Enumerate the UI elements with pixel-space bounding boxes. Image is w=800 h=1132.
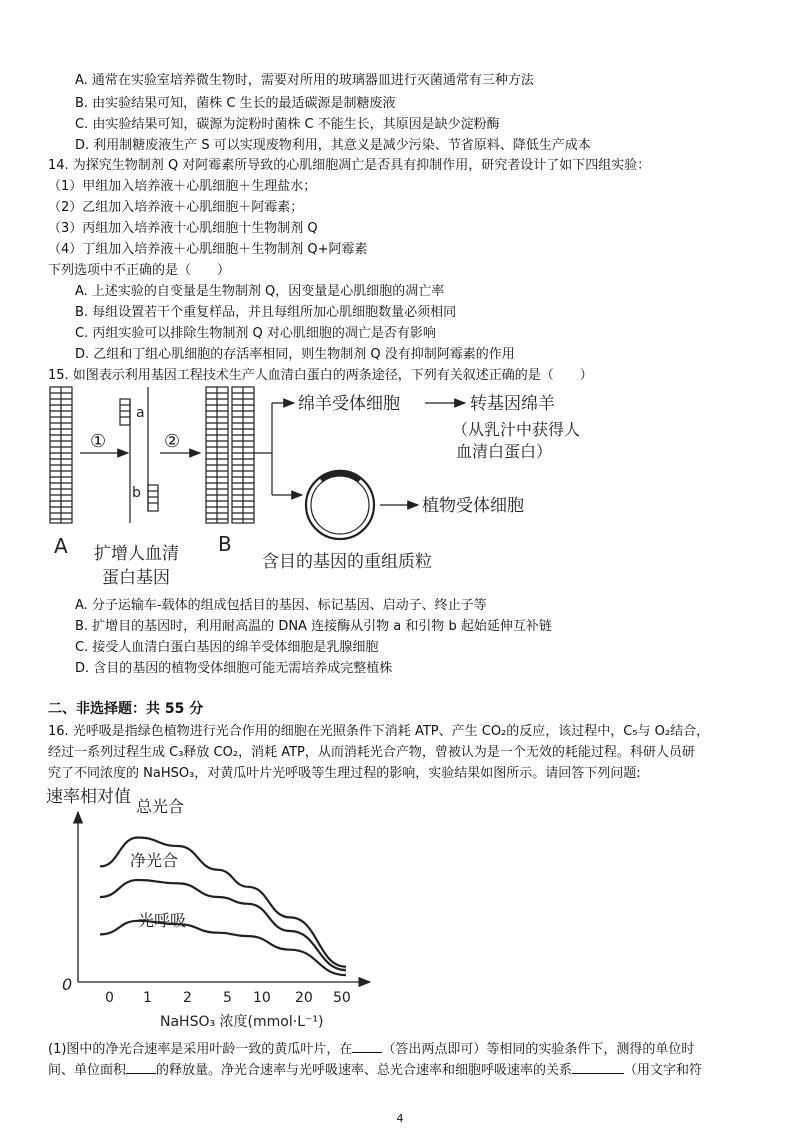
series-line-1 — [100, 880, 346, 970]
x-tick-label: 10 — [253, 990, 271, 1006]
q15-option-a: A. 分子运输车-载体的组成包括目的基因、标记基因、启动子、终止子等 — [75, 598, 487, 613]
gene-engineering-figure — [40, 385, 600, 595]
recombinant-plasmid — [306, 471, 374, 539]
step1-label: ① — [90, 431, 107, 452]
q16-sub1-e: （用文字和符 — [624, 1063, 703, 1078]
q16-sub1-b: （答出两点即可）等相同的实验条件下，测得的单位时 — [382, 1042, 695, 1057]
label-a: A — [54, 534, 68, 558]
q14-prompt: 下列选项中不正确的是（ ） — [48, 263, 231, 278]
plasmid-label: 含目的基因的重组质粒 — [262, 552, 432, 572]
branch-lines — [254, 403, 302, 495]
q15-option-b: B. 扩增目的基因时，利用耐高温的 DNA 连接酶从引物 a 和引物 b 起始延伸互补链 — [75, 619, 552, 634]
label-b: B — [218, 532, 232, 556]
milk-line1: （从乳汁中获得人 — [452, 420, 581, 439]
q14-option-b: B. 每组设置若干个重复样品，并且每组所加心肌细胞数量必须相同 — [75, 305, 457, 320]
primer-a-label: a — [136, 405, 145, 421]
q13-option-b: B. 由实验结果可知，菌株 C 生长的最适碳源是制糖废液 — [75, 96, 396, 111]
q14-option-a: A. 上述实验的自变量是生物制剂 Q，因变量是心肌细胞的凋亡率 — [75, 284, 445, 299]
dna-a-ladder — [50, 387, 72, 523]
x-tick-label: 2 — [183, 990, 192, 1006]
photorespiration-chart — [40, 782, 380, 1032]
q16-sub1-c: 间、单位面积 — [48, 1063, 127, 1078]
q13-option-a: A. 通常在实验室培养微生物时，需要对所用的玻璃器皿进行灭菌通常有三种方法 — [75, 73, 534, 88]
x-tick-label: 0 — [105, 990, 114, 1006]
q15-option-d: D. 含目的基因的植物受体细胞可能无需培养成完整植株 — [75, 661, 393, 676]
q16-line2: 经过一系列过程生成 C₃释放 CO₂，消耗 ATP，从而消耗光合产物，曾被认为是一个无效的耗能过程。科研人员研 — [48, 745, 695, 760]
section-2-title: 二、非选择题：共 55 分 — [48, 701, 204, 717]
q14-group-2: （2）乙组加入培养液＋心肌细胞＋阿霉素； — [48, 200, 304, 215]
q14-group-1: （1）甲组加入培养液＋心肌细胞＋生理盐水； — [48, 179, 317, 194]
blank-3[interactable] — [572, 1061, 624, 1074]
amplify-line2: 蛋白基因 — [102, 568, 170, 588]
blank-2[interactable] — [126, 1061, 156, 1074]
q16-sub1-d: 的释放量。净光合速率与光呼吸速率、总光合速率和细胞呼吸速率的关系 — [156, 1063, 573, 1078]
q16-line3: 究了不同浓度的 NaHSO₃，对黄瓜叶片光呼吸等生理过程的影响，实验结果如图所示。请回答下列问题: — [48, 766, 641, 781]
series-label-1: 净光合 — [130, 851, 179, 870]
chart-ylabel: 速率相对值 — [46, 787, 131, 807]
dna-b-ladder — [206, 387, 254, 523]
plant-cell-label: 植物受体细胞 — [422, 496, 524, 516]
q15-option-c: C. 接受人血清白蛋白基因的绵羊受体细胞是乳腺细胞 — [75, 640, 379, 655]
step2-label: ② — [164, 431, 181, 452]
milk-line2: 血清白蛋白） — [456, 442, 553, 461]
amplify-line1: 扩增人血清 — [94, 544, 179, 564]
transgenic-sheep-label: 转基因绵羊 — [470, 394, 555, 414]
x-tick-label: 1 — [143, 990, 152, 1006]
q16-sub1-line2 — [48, 1061, 702, 1080]
q14-group-4: （4）丁组加入培养液＋心肌细胞＋生物制剂 Q+阿霉素 — [48, 242, 368, 257]
q16-sub1-a: (1)图中的净光合速率是采用叶龄一致的黄瓜叶片，在 — [48, 1042, 353, 1057]
q15-stem: 15. 如图表示利用基因工程技术生产人血清白蛋白的两条途径，下列有关叙述正确的是（ ） — [48, 368, 593, 383]
x-tick-label: 50 — [333, 990, 351, 1006]
origin-label: 0 — [62, 975, 73, 994]
page-number: 4 — [396, 1112, 404, 1125]
q14-option-d: D. 乙组和丁组心肌细胞的存活率相同，则生物制剂 Q 没有抑制阿霉素的作用 — [75, 347, 515, 362]
q13-option-c: C. 由实验结果可知，碳源为淀粉时菌株 C 不能生长，其原因是缺少淀粉酶 — [75, 117, 500, 132]
q14-stem: 14. 为探究生物制剂 Q 对阿霉素所导致的心肌细胞凋亡是否具有抑制作用，研究者设计了如下四组实验： — [48, 158, 651, 173]
blank-1[interactable] — [352, 1040, 382, 1053]
q14-group-3: （3）丙组加入培养液十心肌细胞十生物制剂 Q — [48, 221, 318, 236]
x-tick-label: 5 — [223, 990, 232, 1006]
q13-option-d: D. 利用制糖废液生产 S 可以实现废物利用，其意义是减少污染、节省原料、降低生产成本 — [75, 138, 591, 153]
primer-b-label: b — [132, 485, 141, 501]
x-tick-label: 20 — [295, 990, 313, 1006]
q16-sub1-line1 — [48, 1040, 694, 1059]
series-label-0: 总光合 — [136, 797, 185, 816]
sheep-cell-label: 绵羊受体细胞 — [298, 394, 400, 414]
q16-line1: 16. 光呼吸是指绿色植物进行光合作用的细胞在光照条件下消耗 ATP、产生 CO₂的反应，该过程中，C₅与 O₂结合， — [48, 724, 710, 739]
chart-xlabel: NaHSO₃ 浓度(mmol·L⁻¹) — [160, 1014, 324, 1030]
series-label-2: 光呼吸 — [138, 911, 187, 930]
q14-option-c: C. 丙组实验可以排除生物制剂 Q 对心肌细胞的凋亡是否有影响 — [75, 326, 436, 341]
